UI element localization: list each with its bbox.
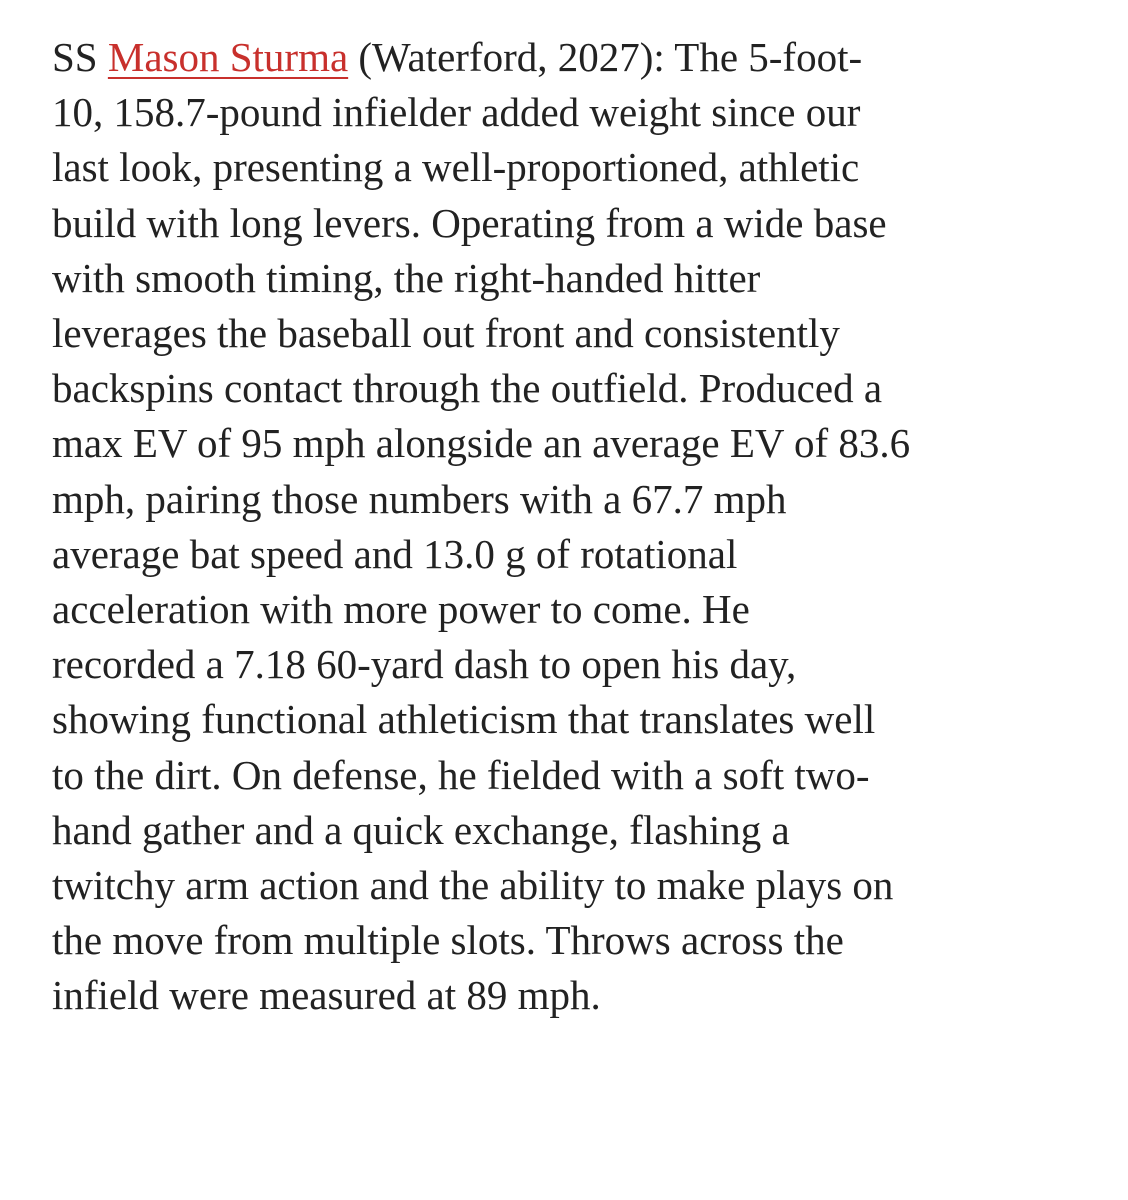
text-line: last look, presenting a well-proportioned, athletic: [52, 144, 860, 191]
scouting-report-paragraph: [52, 30, 1092, 1024]
text-line: twitchy arm action and the ability to make plays on: [52, 862, 894, 909]
text-line: average bat speed and 13.0 g of rotational: [52, 530, 738, 577]
position-abbreviation: SS: [52, 34, 108, 80]
text-line: build with long levers. Operating from a wide base: [52, 199, 887, 246]
text-line: leverages the baseball out front and consistently: [52, 310, 840, 357]
text-line: mph, pairing those numbers with a 67.7 mph: [52, 475, 787, 522]
text-line: infield were measured at 89 mph.: [52, 972, 601, 1019]
text-line: hand gather and a quick exchange, flashing a: [52, 806, 790, 853]
text-line: the move from multiple slots. Throws across the: [52, 917, 844, 964]
text-line: acceleration with more power to come. He: [52, 586, 750, 633]
text-line: recorded a 7.18 60-yard dash to open his day,: [52, 641, 797, 688]
text-line: backspins contact through the outfield. Produced a: [52, 365, 883, 412]
text-line: [52, 30, 1092, 85]
player-name-link[interactable]: Mason Sturma: [107, 34, 349, 80]
text-line: showing functional athleticism that translates well: [52, 696, 876, 743]
text-line: to the dirt. On defense, he fielded with a soft two-: [52, 751, 870, 798]
text-line: with smooth timing, the right-handed hitter: [52, 254, 761, 301]
text-line-segment: (Waterford, 2027): The 5-foot-: [348, 34, 863, 80]
text-line: 10, 158.7-pound infielder added weight since our: [52, 89, 861, 136]
text-line: max EV of 95 mph alongside an average EV of 83.6: [52, 420, 911, 467]
